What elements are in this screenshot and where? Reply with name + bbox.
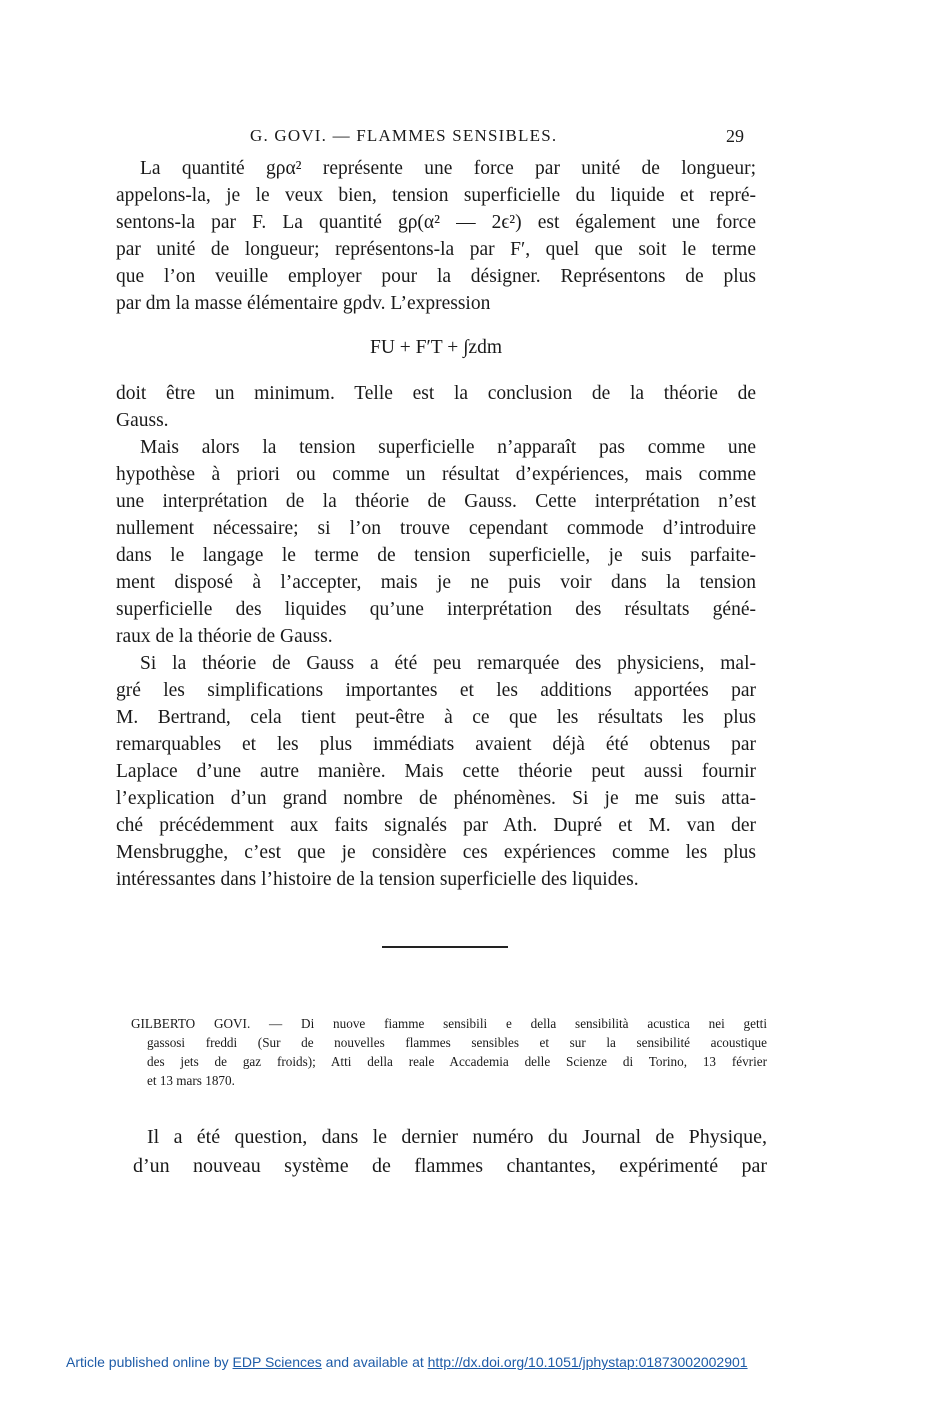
- text-line: M. Bertrand, cela tient peut-être à ce que les résultats les plus: [116, 707, 756, 728]
- article-body: [116, 155, 756, 893]
- text-line: intéressantes dans l’histoire de la tension superficielle des liquides.: [116, 869, 639, 890]
- doi-link[interactable]: http://dx.doi.org/10.1051/jphystap:01873002002901: [427, 1354, 748, 1370]
- paragraph-1: [116, 155, 756, 317]
- text-line: ment disposé à l’accepter, mais je ne puis voir dans la tension: [116, 572, 756, 593]
- text-line: dans le langage le terme de tension superficielle, je suis parfaite-: [116, 545, 756, 566]
- page-header: [116, 124, 744, 150]
- paragraph-3: [116, 434, 756, 650]
- text-line: Mensbrugghe, c’est que je considère ces expériences comme les plus: [116, 842, 756, 863]
- biblio-line: gassosi freddi (Sur de nouvelles flammes sensibles et sur la sensibilité acoustique: [147, 1035, 767, 1050]
- text-line: gré les simplifications importantes et les additions apportées par: [116, 680, 756, 701]
- text-line: raux de la théorie de Gauss.: [116, 626, 333, 647]
- text-line: appelons-la, je le veux bien, tension superficielle du liquide et repré-: [116, 185, 756, 206]
- text-line: par dm la masse élémentaire gρdv. L’expression: [116, 293, 491, 314]
- paragraph-4: [116, 650, 756, 893]
- text-line: Gauss.: [116, 410, 169, 431]
- text-line: sentons-la par F. La quantité gρ(α² — 2ϵ²) est également une force: [116, 212, 756, 233]
- paragraph-2: [116, 380, 756, 434]
- page-number: 29: [726, 126, 744, 146]
- text-line: que l’on veuille employer pour la désigner. Représentons de plus: [116, 266, 756, 287]
- biblio-line: et 13 mars 1870.: [147, 1073, 235, 1088]
- section-divider: [382, 946, 508, 948]
- bibliography-entry: [131, 1014, 767, 1090]
- text-line: Mais alors la tension superficielle n’apparaît pas comme une: [140, 437, 756, 458]
- text-line: Laplace d’une autre manière. Mais cette théorie peut aussi fournir: [116, 761, 756, 782]
- text-line: par unité de longueur; représentons-la par F′, quel que soit le terme: [116, 239, 756, 260]
- text-line: Si la théorie de Gauss a été peu remarquée des physiciens, mal-: [140, 653, 756, 674]
- biblio-line: GILBERTO GOVI. — Di nuove fiamme sensibili e della sensibilità acustica nei getti: [131, 1016, 767, 1031]
- formula: FU + F′T + ∫zdm: [369, 337, 502, 358]
- text-line: superficielle des liquides qu’une interprétation des résultats géné-: [116, 599, 756, 620]
- footer-middle: and available at: [321, 1354, 428, 1370]
- text-line: d’un nouveau système de flammes chantantes, expérimenté par: [133, 1155, 767, 1177]
- text-line: nullement nécessaire; si l’on trouve cependant commode d’introduire: [116, 518, 756, 539]
- running-title: G. GOVI. — FLAMMES SENSIBLES.: [250, 126, 558, 145]
- text-line: une interprétation de la théorie de Gauss. Cette interprétation n’est: [116, 491, 756, 512]
- text-line: hypothèse à priori ou comme un résultat d’expériences, mais comme: [116, 464, 756, 485]
- publication-footer: [66, 1354, 866, 1370]
- biblio-line: des jets de gaz froids); Atti della reale Accademia delle Scienze di Torino, 13 février: [147, 1054, 767, 1069]
- footer-prefix: Article published online by: [66, 1354, 233, 1370]
- text-line: remarquables et les plus immédiats avaient déjà été obtenus par: [116, 734, 756, 755]
- text-line: Il a été question, dans le dernier numéro du Journal de Physique,: [147, 1126, 767, 1148]
- publisher-link[interactable]: EDP Sciences: [232, 1354, 322, 1370]
- text-line: doit être un minimum. Telle est la conclusion de la théorie de: [116, 383, 756, 404]
- text-line: l’explication d’un grand nombre de phénomènes. Si je me suis atta-: [116, 788, 756, 809]
- text-line: La quantité gρα² représente une force par unité de longueur;: [140, 158, 756, 179]
- text-line: ché précédemment aux faits signalés par Ath. Dupré et M. van der: [116, 815, 756, 836]
- closing-paragraph: [133, 1123, 767, 1181]
